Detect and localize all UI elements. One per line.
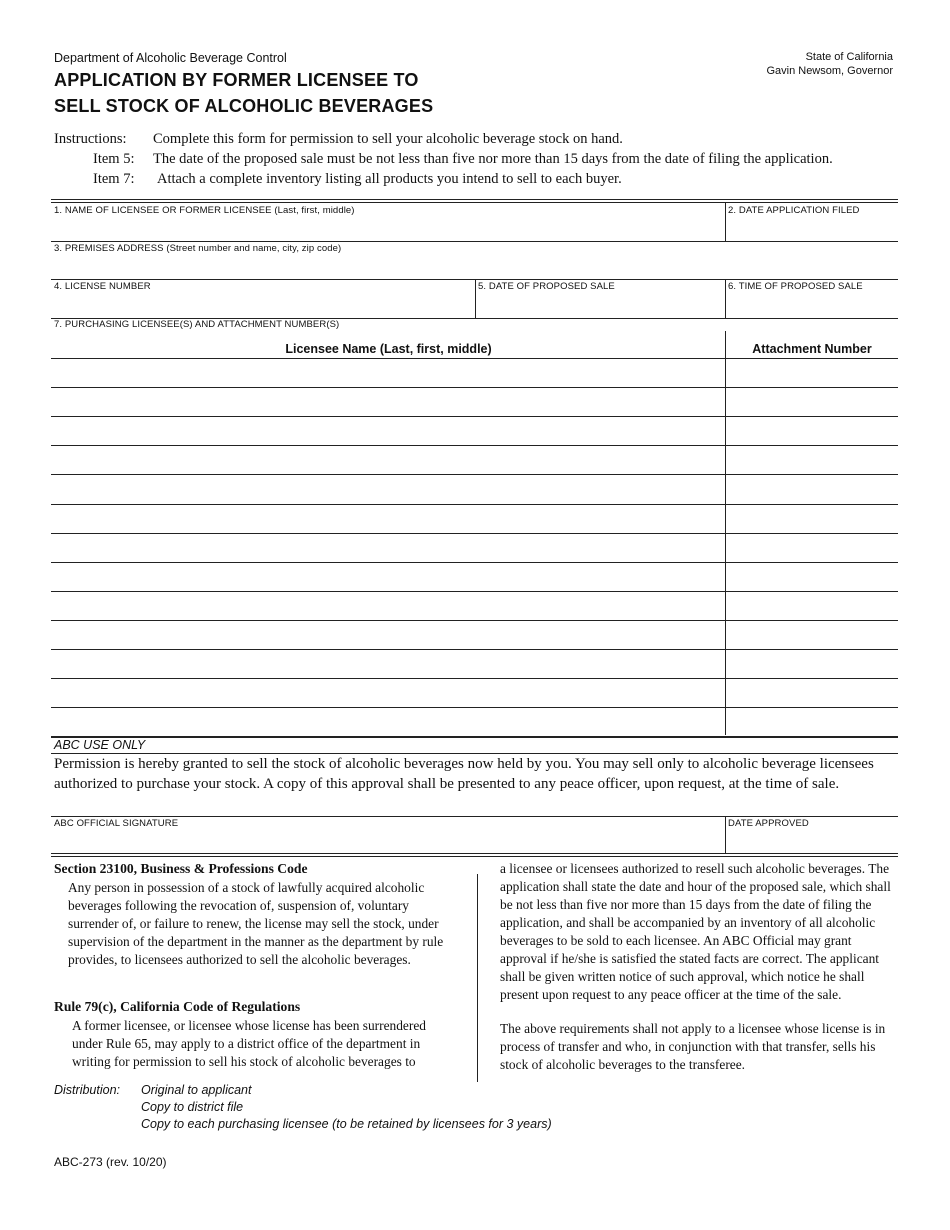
purchaser-name-input[interactable] (52, 593, 724, 618)
field-4-label: 4. LICENSE NUMBER (54, 281, 151, 292)
attachment-number-input[interactable] (727, 360, 897, 385)
attachment-number-input[interactable] (727, 535, 897, 560)
date-approved-input[interactable] (727, 830, 897, 852)
purchaser-name-input[interactable] (52, 360, 724, 385)
distribution-line-3: Copy to each purchasing licensee (to be retained by licensees for 3 years) (141, 1117, 552, 1131)
field-1-label: 1. NAME OF LICENSEE OR FORMER LICENSEE (Last, first, middle) (54, 205, 355, 216)
distribution-line-1: Original to applicant (141, 1083, 252, 1097)
attachment-number-input[interactable] (727, 506, 897, 531)
divider-row3a (475, 279, 476, 318)
form-title-line2: SELL STOCK OF ALCOHOLIC BEVERAGES (54, 96, 434, 116)
field-6-label: 6. TIME OF PROPOSED SALE (728, 281, 863, 292)
time-of-proposed-sale-input[interactable] (727, 294, 897, 317)
attachment-number-input[interactable] (727, 389, 897, 414)
purchaser-name-input[interactable] (52, 447, 724, 472)
section-23100-body: Any person in possession of a stock of lawfully acquired alcoholic beverages following the revocation of, suspension of, voluntary surrender of, or failure to renew, the license may sell the stock, under supervision of the department in the manner as the department by rule provides, to licensees authorized to sell the alcoholic beverages. (68, 880, 444, 967)
form-top-rule (51, 199, 898, 200)
signature-top-rule (51, 816, 898, 817)
section-23100-heading: Section 23100, Business & Professions Code (54, 861, 308, 876)
item7-label: Item 7: (93, 171, 135, 187)
item5-label: Item 5: (93, 151, 135, 167)
col-header-licensee-name: Licensee Name (Last, first, middle) (285, 342, 492, 356)
rule-79c-continued: a licensee or licensees authorized to resell such alcoholic beverages. The application shall state the date and hour of the proposed sale, which shall be not less than five nor more than 15 days from the date of filing the application, and shall be accompanied by an inventory of all alcoholic beverages to be sold to each licensee. An ABC Official may grant approval if he/she is satisfied the stated facts are correct. The applicant shall be given written notice of such approval, which notice he shall present upon request to any peace officer at the time of the sale. (500, 861, 891, 1002)
license-number-input[interactable] (52, 294, 474, 317)
purchaser-name-input[interactable] (52, 389, 724, 414)
table-row-rule (51, 445, 898, 446)
attachment-number-input[interactable] (727, 709, 897, 734)
purchaser-name-input[interactable] (52, 506, 724, 531)
rule-79c-body: A former licensee, or licensee whose license has been surrendered under Rule 65, may apply to a district office of the department in writing for permission to sell his stock of alcoholic beverages to (72, 1018, 426, 1069)
abc-signature-label: ABC OFFICIAL SIGNATURE (54, 818, 179, 829)
field-3-label: 3. PREMISES ADDRESS (Street number and name, city, zip code) (54, 243, 342, 254)
date-application-filed-input[interactable] (727, 218, 897, 240)
signature-divider (725, 816, 726, 853)
purchaser-name-input[interactable] (52, 651, 724, 676)
attachment-number-input[interactable] (727, 447, 897, 472)
attachment-number-input[interactable] (727, 593, 897, 618)
item5-text: The date of the proposed sale must be not less than five nor more than 15 days from the date of filing the application. (153, 151, 833, 167)
date-of-proposed-sale-input[interactable] (477, 294, 724, 317)
state-name: State of California (805, 51, 893, 63)
attachment-number-input[interactable] (727, 564, 897, 589)
department-name: Department of Alcoholic Beverage Control (54, 51, 287, 65)
premises-address-input[interactable] (52, 256, 897, 278)
abc-official-signature-input[interactable] (52, 830, 724, 852)
field-2-label: 2. DATE APPLICATION FILED (728, 205, 860, 216)
field-5-label: 5. DATE OF PROPOSED SALE (478, 281, 615, 292)
purchaser-name-input[interactable] (52, 709, 724, 734)
purchaser-name-input[interactable] (52, 564, 724, 589)
form-top-rule-2 (51, 202, 898, 203)
table-row-rule (51, 620, 898, 621)
divider-row3b (725, 279, 726, 318)
table-row-rule (51, 474, 898, 475)
table-row-rule (51, 649, 898, 650)
purchaser-name-input[interactable] (52, 476, 724, 501)
purchaser-name-input[interactable] (52, 418, 724, 443)
field-7-label: 7. PURCHASING LICENSEE(S) AND ATTACHMENT NUMBER(S) (54, 319, 340, 330)
purchaser-name-input[interactable] (52, 622, 724, 647)
form-title-line1: APPLICATION BY FORMER LICENSEE TO (54, 70, 419, 90)
licensee-name-input[interactable] (52, 218, 724, 240)
legal-top-rule-2 (51, 856, 898, 857)
table-row-rule (51, 707, 898, 708)
instructions-text: Complete this form for permission to sell your alcoholic beverage stock on hand. (153, 131, 623, 147)
distribution-label: Distribution: (54, 1083, 120, 1097)
rule-row1 (51, 241, 898, 242)
date-approved-label: DATE APPROVED (728, 818, 809, 829)
governor-name: Gavin Newsom, Governor (766, 65, 893, 77)
legal-column-divider (477, 874, 478, 1082)
rule-79c-heading: Rule 79(c), California Code of Regulations (54, 999, 301, 1014)
attachment-number-input[interactable] (727, 622, 897, 647)
form-id: ABC-273 (rev. 10/20) (54, 1155, 167, 1169)
abc-use-heading: ABC USE ONLY (54, 738, 146, 752)
divider-row1 (725, 202, 726, 241)
transfer-exception-text: The above requirements shall not apply to a licensee whose license is in process of transfer and who, in conjunction with that transfer, sells his stock of alcoholic beverages to the transferee. (500, 1021, 886, 1072)
attachment-number-input[interactable] (727, 651, 897, 676)
distribution-line-2: Copy to district file (141, 1100, 244, 1114)
purchaser-name-input[interactable] (52, 680, 724, 705)
table-row-rule (51, 387, 898, 388)
table-header-rule (51, 358, 898, 359)
legal-top-rule (51, 853, 898, 854)
attachment-number-input[interactable] (727, 418, 897, 443)
attachment-number-input[interactable] (727, 476, 897, 501)
table-row-rule (51, 416, 898, 417)
purchaser-name-input[interactable] (52, 535, 724, 560)
table-row-rule (51, 678, 898, 679)
permission-text: Permission is hereby granted to sell the stock of alcoholic beverages now held by you. You may sell only to alcoholic beverage licensees authorized to purchase your stock. A copy of this approval shall be presented to any peace officer, upon request, at the time of sale. (54, 756, 874, 792)
abc-use-top-rule (51, 736, 898, 738)
item7-text: Attach a complete inventory listing all products you intend to sell to each buyer. (157, 171, 622, 187)
instructions-label: Instructions: (54, 131, 127, 147)
col-header-attachment-number: Attachment Number (752, 342, 872, 356)
attachment-number-input[interactable] (727, 680, 897, 705)
